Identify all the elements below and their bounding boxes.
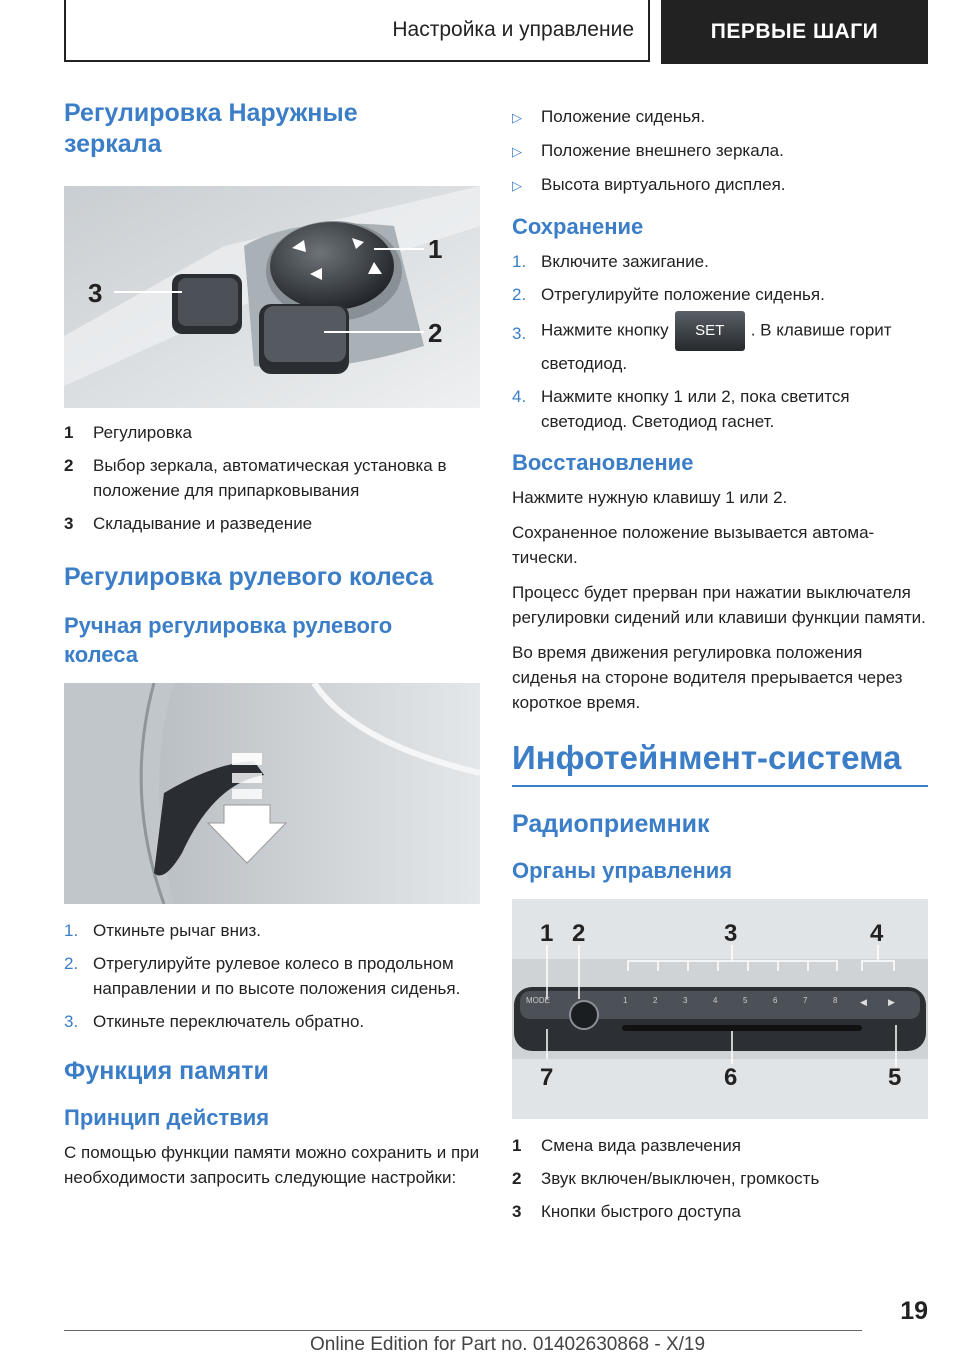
list-item: 1 Смена вида развлечения [512, 1136, 741, 1155]
wheel-heading: Регулировка рулевого колеса [64, 563, 434, 591]
manual-wheel-subheading: Ручная регулировка рулевого колеса [64, 613, 393, 667]
radio-fig-label-6: 6 [724, 1064, 738, 1091]
wheel-steps-list [64, 918, 480, 1034]
steering-lever-figure [64, 683, 480, 904]
prev-icon: ◀ [860, 997, 867, 1007]
mirror-controls-illustration [64, 186, 480, 408]
left-column [64, 98, 480, 1200]
radio-key-2: 2 [653, 996, 658, 1005]
radio-key-3: 3 [683, 996, 688, 1005]
list-item: 2. Отрегулируйте положение сиденья. [512, 285, 825, 304]
principle-text: С помощью функции памяти можно сохранить и при необходимости запросить следующие настройки: [64, 1143, 480, 1187]
radio-controls-figure [512, 899, 928, 1119]
mirror-legend-list [64, 420, 480, 536]
steering-lever-illustration [64, 683, 480, 904]
next-icon: ▶ [888, 997, 895, 1007]
list-item: 3 Кнопки быстрого доступа [512, 1202, 741, 1221]
list-item: ▷ Положение сиденья. [512, 107, 706, 126]
restore-para-3: Процесс будет прерван при нажатии выключателя регулировки сидений или клавиши функции памяти. [512, 583, 926, 627]
infotainment-heading: Инфотейнмент-система [512, 737, 928, 787]
mirrors-heading: Регулировка Наружные зеркала [64, 99, 358, 158]
mirror-fig-label-3: 3 [88, 278, 103, 308]
list-item: 1 Регулировка [64, 423, 192, 442]
list-item: 3. Нажмите кнопку SET . В клавише горит светодиод. [512, 311, 928, 376]
list-item: 3. Откиньте переключатель обратно. [64, 1012, 365, 1031]
set-button-icon: SET [675, 311, 745, 351]
restore-para-1: Нажмите нужную клавишу 1 или 2. [512, 488, 788, 507]
save-steps-list [512, 249, 928, 434]
radio-fig-label-1: 1 [540, 920, 554, 947]
principle-subheading: Принцип действия [64, 1105, 270, 1130]
radio-fig-label-4: 4 [870, 920, 884, 947]
radio-mode-label: MODE [526, 996, 550, 1005]
radio-key-8: 8 [833, 996, 838, 1005]
radio-fig-label-2: 2 [572, 920, 586, 947]
radio-legend-list [512, 1133, 928, 1224]
right-column [512, 104, 928, 1232]
save-subheading: Сохранение [512, 214, 644, 239]
page-header [64, 0, 928, 66]
radio-key-1: 1 [623, 996, 628, 1005]
list-item: ▷ Высота виртуального дисплея. [512, 175, 786, 194]
radio-fig-label-5: 5 [888, 1064, 902, 1091]
list-item: 3 Складывание и разведение [64, 514, 313, 533]
radio-fig-label-3: 3 [724, 920, 738, 947]
radio-heading: Радиоприемник [512, 810, 710, 838]
radio-controls-illustration [512, 899, 928, 1119]
list-item: 4. Нажмите кнопку 1 или 2, пока светится светодиод. Светодиод гаснет. [512, 387, 850, 431]
restore-para-4: Во время движения регулировка положения сиденья на стороне водителя прерывается через короткое время. [512, 643, 903, 712]
list-item: 2 Звук включен/выключен, громкость [512, 1169, 820, 1188]
mirror-fig-label-1: 1 [428, 234, 443, 264]
radio-key-7: 7 [803, 996, 808, 1005]
restore-subheading: Восстановление [512, 450, 694, 475]
list-item: ▷ Положение внешнего зеркала. [512, 141, 784, 160]
chapter-tab: ПЕРВЫЕ ШАГИ [661, 0, 928, 64]
list-item: 2 Выбор зеркала, автоматическая установка в положение для припарковывания [64, 456, 447, 500]
memory-heading: Функция памяти [64, 1057, 269, 1085]
mirror-controls-figure [64, 186, 480, 408]
radio-key-6: 6 [773, 996, 778, 1005]
memory-bullets [512, 104, 928, 198]
footer-rule [64, 1330, 862, 1331]
radio-key-4: 4 [713, 996, 718, 1005]
list-item: 1. Включите зажигание. [512, 252, 709, 271]
page-number: 19 [900, 1297, 928, 1325]
radio-fig-label-7: 7 [540, 1064, 554, 1091]
list-item: 2. Отрегулируйте рулевое колесо в продольном направлении и по высоте положения сиденья. [64, 954, 461, 998]
restore-para-2: Сохраненное положение вызывается автоматически. [512, 523, 875, 567]
mirror-fig-label-2: 2 [428, 318, 443, 348]
radio-key-5: 5 [743, 996, 748, 1005]
section-title: Настройка и управление [64, 0, 650, 62]
list-item: 1. Откиньте рычаг вниз. [64, 921, 261, 940]
footer-edition: Online Edition for Part no. 01402630868 - X/19 [310, 1334, 706, 1355]
controls-subheading: Органы управления [512, 858, 733, 883]
